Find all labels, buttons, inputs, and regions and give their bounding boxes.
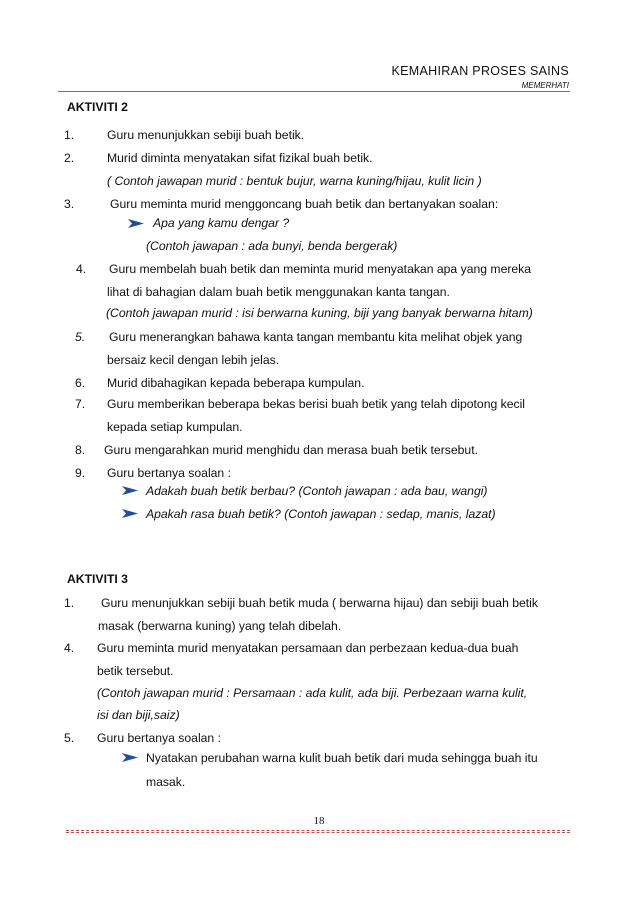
page-header-subtitle: MEMERHATI [521,81,569,90]
item-text: Guru mengarahkan murid menghidu dan merasa buah betik tersebut. [104,443,478,457]
page-number: 18 [313,815,325,827]
arrow-bullet-icon [122,486,138,495]
item-text: bersaiz kecil dengan lebih jelas. [107,353,280,367]
item-text: masak (berwarna kuning) yang telah dibelah. [98,619,342,633]
arrow-bullet-icon [128,219,144,228]
item-text: Guru membelah buah betik dan meminta murid menyatakan apa yang mereka [109,262,532,276]
item-text: Guru menunjukkan sebiji buah betik. [107,128,305,142]
item-text: Guru bertanya soalan : [97,731,221,745]
item-text: Guru menerangkan bahawa kanta tangan membantu kita melihat objek yang [109,330,523,344]
example-answer: (Contoh jawapan murid : isi berwarna kuning, biji yang banyak berwarna hitam) [106,306,533,320]
item-text: Guru meminta murid menyatakan persamaan dan perbezaan kedua-dua buah [97,641,519,655]
question-text: Apakah rasa buah betik? (Contoh jawapan : sedap, manis, lazat) [146,507,496,521]
question-text: Adakah buah betik berbau? (Contoh jawapan : ada bau, wangi) [146,484,488,498]
item-text: Murid dibahagikan kepada beberapa kumpulan. [107,376,365,390]
item-number: 6. [75,376,86,390]
footer-rule [66,830,570,833]
item-text: Guru meminta murid menggoncang buah betik dan bertanyakan soalan: [110,197,499,211]
item-number: 1. [64,128,75,142]
item-number: 9. [75,466,86,480]
page-header-title: KEMAHIRAN PROSES SAINS [391,64,569,78]
example-answer: ( Contoh jawapan murid : bentuk bujur, warna kuning/hijau, kulit licin ) [107,174,482,188]
item-number: 5. [64,731,75,745]
arrow-bullet-icon [122,753,138,762]
question-text: Apa yang kamu dengar ? [153,216,290,230]
item-number: 2. [64,151,75,165]
question-text: masak. [146,775,186,789]
example-answer: (Contoh jawapan murid : Persamaan : ada kulit, ada biji. Perbezaan warna kulit, [97,686,528,700]
item-text: Guru bertanya soalan : [107,466,231,480]
item-number: 1. [64,596,75,610]
example-answer: isi dan biji,saiz) [97,708,180,722]
item-text: lihat di bahagian dalam buah betik menggunakan kanta tangan. [107,285,450,299]
activity-3-heading: AKTIVITI 3 [67,572,128,586]
item-number: 4. [76,262,87,276]
item-text: Guru menunjukkan sebiji buah betik muda ( berwarna hijau) dan sebiji buah betik [101,596,538,610]
item-number: 3. [64,197,75,211]
item-number: 7. [75,397,86,411]
item-number: 8. [75,443,86,457]
item-number: 4. [64,641,75,655]
question-text: Nyatakan perubahan warna kulit buah betik dari muda sehingga buah itu [146,751,538,765]
item-text: kepada setiap kumpulan. [107,420,243,434]
item-number: 5. [75,330,86,344]
activity-2-heading: AKTIVITI 2 [67,100,128,114]
arrow-bullet-icon [122,509,138,518]
item-text: Guru memberikan beberapa bekas berisi buah betik yang telah dipotong kecil [107,397,526,411]
item-text: Murid diminta menyatakan sifat fizikal buah betik. [107,151,373,165]
item-text: betik tersebut. [97,664,174,678]
header-rule [58,91,570,92]
example-answer: (Contoh jawapan : ada bunyi, benda bergerak) [146,239,398,253]
